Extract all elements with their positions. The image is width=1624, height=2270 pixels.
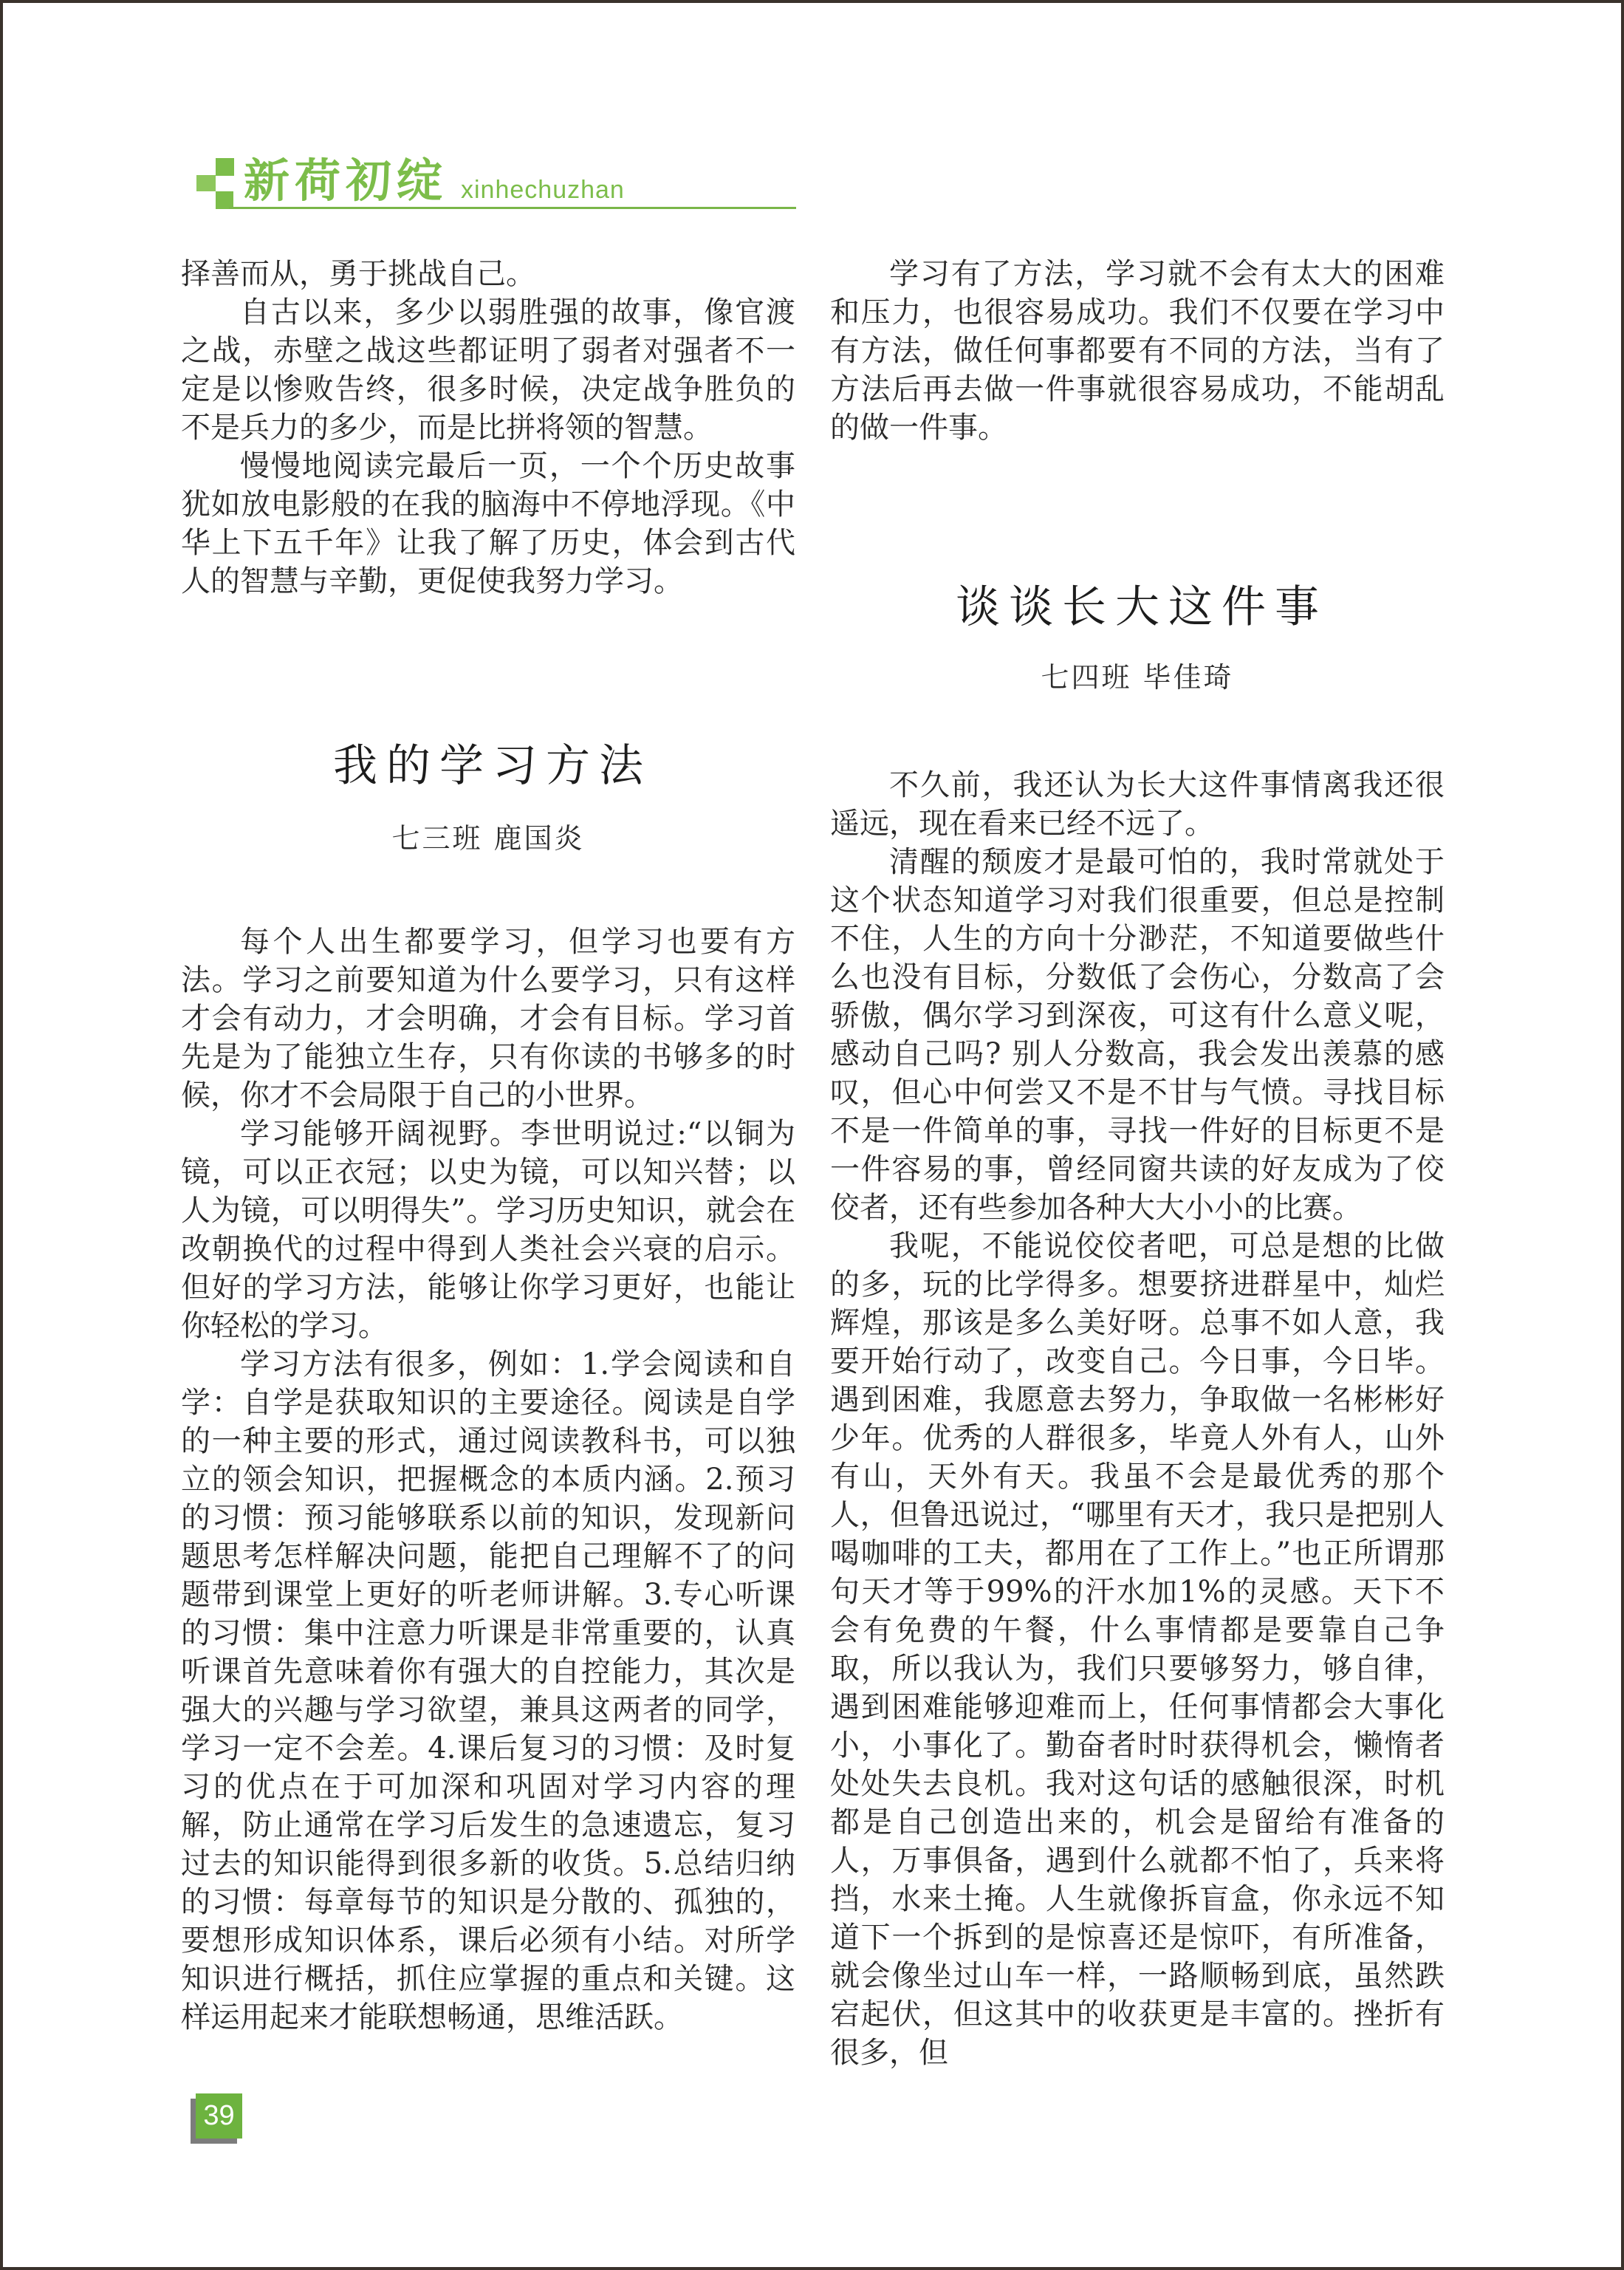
left-column [181,255,795,2037]
page-number: 39 [203,2100,235,2131]
paragraph: 我呢，不能说佼佼者吧，可总是想的比做的多，玩的比学得多。想要挤进群星中，灿烂辉煌，那该是多么美好呀。总事不如人意，我要开始行动了，改变自己。今日事，今日毕。遇到困难，我愿意去努力，争取做一名彬彬好少年。优秀的人群很多，毕竟人外有人，山外有山，天外有天。我虽不会是最优秀的那个人，但鲁迅说过，“哪里有天才，我只是把别人喝咖啡的工夫，都用在了工作上。”也正所谓那句天才等于99%的汗水加1%的灵感。天下不会有免费的午餐，什么事情都是要靠自己争取，所以我认为，我们只要够努力，够自律，遇到困难能够迎难而上，任何事情都会大事化小，小事化了。勤奋者时时获得机会，懒惰者处处失去良机。我对这句话的感触很深，时机都是自己创造出来的，机会是留给有准备的人，万事俱备，遇到什么就都不怕了，兵来将挡，水来土掩。人生就像拆盲盒，你永远不知道下一个拆到的是惊喜还是惊吓，有所准备，就会像坐过山车一样，一路顺畅到底，虽然跌宕起伏，但这其中的收获更是丰富的。挫折有很多，但 [830,1229,1445,2070]
brand-romanization: xinhechuzhan [461,176,625,204]
three-squares-icon [216,158,234,176]
paragraph: 不久前，我还认为长大这件事情离我还很遥远，现在看来已经不远了。 [830,768,1445,841]
paragraph: 学习方法有很多，例如：1.学会阅读和自学：自学是获取知识的主要途径。阅读是自学的一种主要的形式，通过阅读教科书，可以独立的领会知识，把握概念的本质内涵。2.预习的习惯：预习能够联系以前的知识，发现新问题思考怎样解决问题，能把自己理解不了的问题带到课堂上更好的听老师讲解。3.专心听课的习惯：集中注意力听课是非常重要的，认真听课首先意味着你有强大的自控能力，其次是强大的兴趣与学习欲望，兼具这两者的同学，学习一定不会差。4.课后复习的习惯：及时复习的优点在于可加深和巩固对学习内容的理解，防止通常在学习后发生的急速遗忘，复习过去的知识能得到很多新的收货。5.总结归纳的习惯：每章每节的知识是分散的、孤独的，要想形成知识体系，课后必须有小结。对所学知识进行概括，抓住应掌握的重点和关键。这样运用起来才能联想畅通，思维活跃。 [181,1347,795,2034]
paragraph: 每个人出生都要学习，但学习也要有方法。学习之前要知道为什么要学习，只有这样才会有动力，才会明确，才会有目标。学习首先是为了能独立生存，只有你读的书够多的时候，你才不会局限于自己的小世界。 [181,925,795,1112]
paragraph: 自古以来，多少以弱胜强的故事，像官渡之战，赤壁之战这些都证明了弱者对强者不一定是以惨败告终，很多时候，决定战争胜负的不是兵力的多少，而是比拼将领的智慧。 [181,295,795,445]
article-title-about-growing-up: 谈谈长大这件事 [956,581,1328,633]
brand-title: 新荷初绽 [244,156,448,207]
paragraph: 学习能够开阔视野。李世明说过:“以铜为镜，可以正衣冠；以史为镜，可以知兴替；以人为镜，可以明得失”。学习历史知识，就会在改朝换代的过程中得到人类社会兴衰的启示。但好的学习方法，能够让你学习更好，也能让你轻松的学习。 [181,1117,795,1343]
page-number-badge [196,2093,242,2139]
paragraph: 学习有了方法，学习就不会有太大的困难和压力，也很容易成功。我们不仅要在学习中有方法，做任何事都要有不同的方法，当有了方法后再去做一件事就很容易成功，不能胡乱的做一件事。 [830,257,1445,445]
article-title-my-study-methods: 我的学习方法 [333,740,652,792]
article-author: 七四班 毕佳琦 [1041,661,1234,694]
paragraph: 清醒的颓废才是最可怕的，我时常就处于这个状态知道学习对我们很重要，但总是控制不住，人生的方向十分渺茫，不知道要做些什么也没有目标，分数低了会伤心，分数高了会骄傲，偶尔学习到深夜，可这有什么意义呢，感动自己吗? 别人分数高，我会发出羡慕的感叹，但心中何尝又不是不甘与气愤。寻找目标不是一件简单的事，寻找一件好的目标更不是一件容易的事，曾经同窗共读的好友成为了佼佼者，还有些参加各种大大小小的比赛。 [830,845,1445,1225]
article-author: 七三班 鹿国炎 [391,822,585,855]
paragraph: 择善而从，勇于挑战自己。 [181,257,535,291]
three-squares-icon [196,175,216,191]
header-underline [229,207,796,209]
paragraph: 慢慢地阅读完最后一页，一个个历史故事犹如放电影般的在我的脑海中不停地浮现。《中华上下五千年》让我了解了历史，体会到古代人的智慧与辛勤，更促使我努力学习。 [181,449,795,598]
right-column [830,255,1445,2072]
